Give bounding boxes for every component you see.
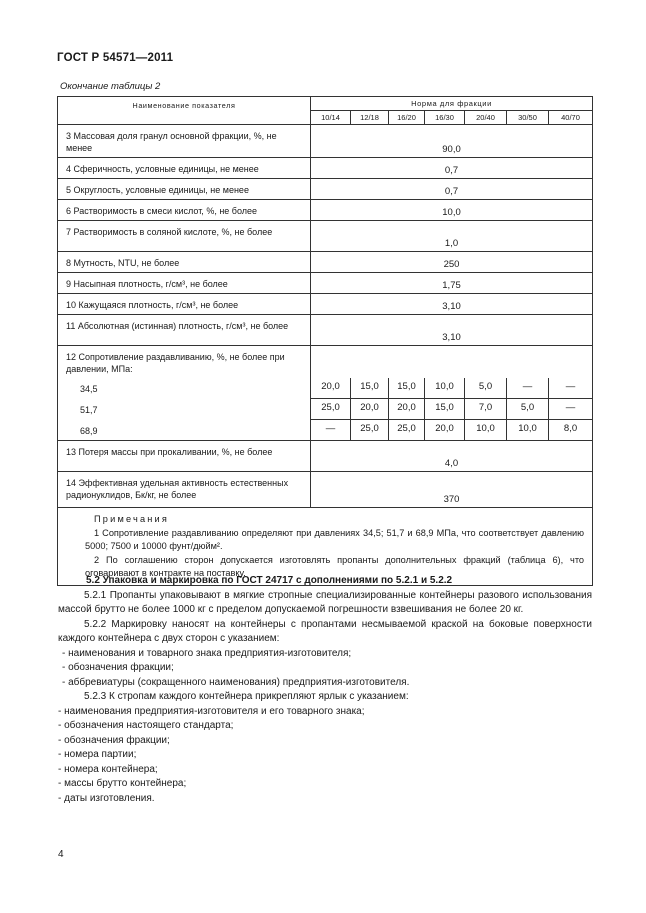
document-header: ГОСТ Р 54571—2011 <box>57 52 174 64</box>
table-row <box>58 179 593 200</box>
row-name: 10 Кажущаяся плотность, г/см³, не более <box>58 294 311 315</box>
pressure-label: 34,5 <box>58 378 311 399</box>
table-row-12 <box>58 346 593 379</box>
table-subrow <box>58 399 593 420</box>
subrow-value: 25,0 <box>311 399 351 420</box>
row-name: 8 Мутность, NTU, не более <box>58 252 311 273</box>
row-value: 1,0 <box>311 221 593 252</box>
row-value: 90,0 <box>311 125 593 158</box>
notes-title: Примечания <box>94 514 170 524</box>
fraction-header: 16/20 <box>389 111 425 125</box>
row-name: 11 Абсолютная (истинная) плотность, г/см³, не более <box>58 315 311 346</box>
row-value: 10,0 <box>311 200 593 221</box>
row-value: 3,10 <box>311 294 593 315</box>
pressure-label: 51,7 <box>58 399 311 420</box>
list-item: - обозначения настоящего стандарта; <box>58 720 234 731</box>
list-item: - массы брутто контейнера; <box>58 778 187 789</box>
row-name: 7 Растворимость в соляной кислоте, %, не более <box>58 221 311 252</box>
subrow-value: 15,0 <box>389 378 425 399</box>
fraction-header: 20/40 <box>465 111 507 125</box>
row-name: 5 Округлость, условные единицы, не менее <box>58 179 311 200</box>
note-1: 1 Сопротивление раздавливанию определяют при давлениях 34,5; 51,7 и 68,9 МПа, что соответствует давлению 5000; 7500 и 10000 фунт/дюйм². <box>85 527 585 551</box>
row-name: 6 Растворимость в смеси кислот, %, не более <box>58 200 311 221</box>
list-item: - обозначения фракции; <box>58 734 170 746</box>
row-value: 1,75 <box>311 273 593 294</box>
subrow-value: 15,0 <box>351 378 389 399</box>
paragraph-5-2-1: 5.2.1 Пропанты упаковывают в мягкие стропные специализированные контейнеры разового использования массой брутто не более 1000 кг с пределом допускаемой погрешности взвешивания не более 20 кг. <box>58 589 592 615</box>
row-value: 4,0 <box>311 441 593 472</box>
table-row <box>58 158 593 179</box>
col-header-norm: Норма для фракции <box>311 97 593 111</box>
properties-table <box>57 96 593 586</box>
list-item: - номера партии; <box>58 749 137 760</box>
subrow-value: 5,0 <box>465 378 507 399</box>
subrow-value: 10,0 <box>507 420 549 441</box>
list-item: - обозначения фракции; <box>62 662 174 673</box>
subrow-value: — <box>549 378 593 399</box>
subrow-value: 10,0 <box>465 420 507 441</box>
list-item: - аббревиатуры (сокращенного наименования) предприятия-изготовителя. <box>62 676 410 688</box>
row-name: 12 Сопротивление раздавливанию, %, не более при давлении, МПа: <box>58 346 311 379</box>
row-name: 9 Насыпная плотность, г/см³, не более <box>58 273 311 294</box>
row-name: 3 Массовая доля гранул основной фракции, %, не менее <box>58 125 311 158</box>
table-row <box>58 200 593 221</box>
list-item: - наименования предприятия-изготовителя и его товарного знака; <box>58 705 365 717</box>
subrow-value: — <box>549 399 593 420</box>
subrow-value: 20,0 <box>389 399 425 420</box>
row-name: 13 Потеря массы при прокаливании, %, не более <box>58 441 311 472</box>
list-item: - наименования и товарного знака предприятия-изготовителя; <box>62 647 352 659</box>
row-name: 14 Эффективная удельная активность естественных радионуклидов, Бк/кг, не более <box>58 472 311 508</box>
table-row <box>58 315 593 346</box>
subrow-value: 25,0 <box>351 420 389 441</box>
table-row <box>58 294 593 315</box>
fraction-header: 16/30 <box>425 111 465 125</box>
row-value: 370 <box>311 472 593 508</box>
table-caption: Окончание таблицы 2 <box>60 81 161 92</box>
table-row <box>58 441 593 472</box>
fraction-header: 12/18 <box>351 111 389 125</box>
table-row <box>58 273 593 294</box>
section-5-2 <box>58 574 592 806</box>
fraction-header: 30/50 <box>507 111 549 125</box>
subrow-value: 5,0 <box>507 399 549 420</box>
subrow-value: 25,0 <box>389 420 425 441</box>
note-2: 2 По соглашению сторон допускается изготовлять пропанты дополнительных фракций (таблица 6), что оговаривают в контракте на поставку. <box>85 554 585 578</box>
list-item: - номера контейнера; <box>58 763 158 775</box>
subrow-value: 15,0 <box>425 399 465 420</box>
row-value: 250 <box>311 252 593 273</box>
fraction-header: 10/14 <box>311 111 351 125</box>
subrow-value: 20,0 <box>425 420 465 441</box>
subrow-value: 10,0 <box>425 378 465 399</box>
col-header-name: Наименование показателя <box>58 97 311 125</box>
row-value: 0,7 <box>311 158 593 179</box>
subrow-value: 7,0 <box>465 399 507 420</box>
table-row <box>58 221 593 252</box>
subrow-value: — <box>311 420 351 441</box>
row-value: 0,7 <box>311 179 593 200</box>
subrow-value: 8,0 <box>549 420 593 441</box>
fraction-header: 40/70 <box>549 111 593 125</box>
table-row <box>58 125 593 158</box>
table-row <box>58 252 593 273</box>
row-value: 3,10 <box>311 315 593 346</box>
subrow-value: — <box>507 378 549 399</box>
table-row <box>58 472 593 508</box>
section-heading: 5.2 Упаковка и маркировка по ГОСТ 24717 с дополнениями по 5.2.1 и 5.2.2 <box>86 575 453 586</box>
row-name: 4 Сферичность, условные единицы, не менее <box>58 158 311 179</box>
table-subrow <box>58 420 593 441</box>
list-item: - даты изготовления. <box>58 792 155 804</box>
table-subrow <box>58 378 593 399</box>
page-number: 4 <box>58 849 64 860</box>
pressure-label: 68,9 <box>58 420 311 441</box>
subrow-value: 20,0 <box>351 399 389 420</box>
paragraph-5-2-3: 5.2.3 К стропам каждого контейнера прикрепляют ярлык с указанием: <box>84 691 409 702</box>
paragraph-5-2-2: 5.2.2 Маркировку наносят на контейнеры с пропантами несмываемой краской на боковые поверхности каждого контейнера с двух сторон с указанием: <box>58 618 592 644</box>
subrow-value: 20,0 <box>311 378 351 399</box>
